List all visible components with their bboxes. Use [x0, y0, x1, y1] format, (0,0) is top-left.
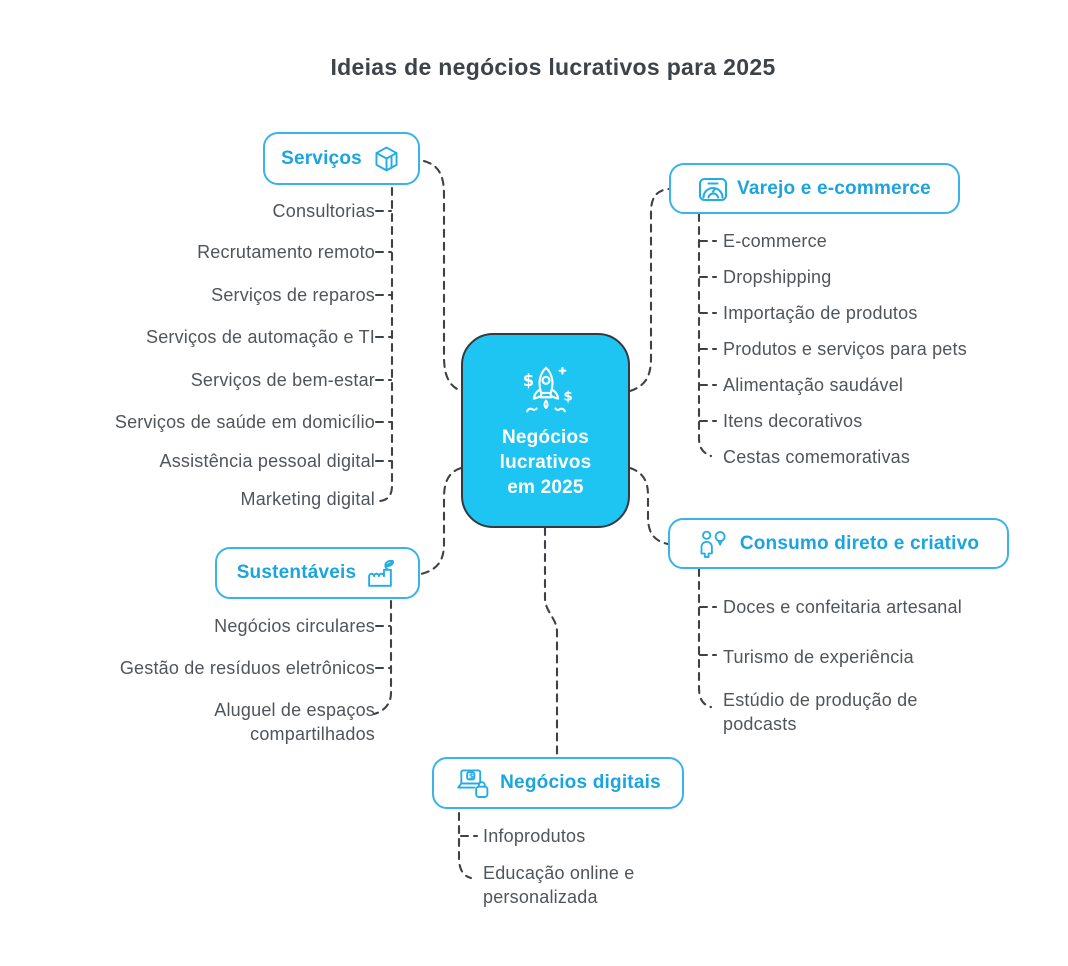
svg-text:$: $ — [469, 770, 475, 780]
branch-item: Gestão de resíduos eletrônicos — [119, 658, 375, 678]
branch-item: Educação online e personalizada — [483, 863, 635, 907]
branch-item: Consultorias — [272, 201, 375, 221]
branch-item: Serviços de saúde em domicílio — [114, 412, 375, 432]
branch-node-digitais — [432, 757, 684, 809]
branch-label: Sustentáveis — [236, 562, 357, 583]
branch-item: Recrutamento remoto — [197, 242, 375, 262]
cube-icon — [371, 143, 402, 174]
svg-text:$: $ — [522, 371, 534, 391]
branch-label: Negócios digitais — [500, 772, 661, 793]
branch-label: Varejo e e-commerce — [737, 177, 931, 199]
branch-item: Doces e confeitaria artesanal — [723, 597, 962, 617]
central-node — [461, 333, 630, 528]
branch-node-consumo — [668, 518, 1009, 569]
branch-item: Infoprodutos — [483, 826, 586, 846]
shopping-bag-icon — [698, 175, 728, 203]
branch-item: Turismo de experiência — [723, 647, 914, 667]
branch-item: Serviços de automação e TI — [146, 327, 375, 347]
branch-item: Assistência pessoal digital — [159, 451, 375, 471]
central-node-label: Negócios lucrativos em 2025 — [499, 426, 592, 499]
branch-item: Cestas comemorativas — [723, 447, 911, 467]
page-title: Ideias de negócios lucrativos para 2025 — [330, 54, 776, 80]
branch-item: Produtos e serviços para pets — [723, 339, 967, 359]
rocket-dollar-icon — [515, 361, 577, 419]
branch-item: Dropshipping — [723, 267, 832, 287]
branch-node-sustentaveis — [215, 547, 420, 599]
branch-label: Serviços — [281, 147, 362, 169]
branch-item: Aluguel de espaços compartilhados — [214, 700, 375, 744]
branch-item: E-commerce — [723, 231, 828, 251]
branch-item: Negócios circulares — [214, 616, 375, 636]
branch-label: Consumo direto e criativo — [739, 532, 980, 554]
branch-node-varejo — [669, 163, 960, 214]
branch-item: Serviços de bem-estar — [190, 370, 375, 390]
branch-node-servicos — [263, 132, 420, 185]
svg-text:$: $ — [562, 388, 573, 405]
branch-item: Itens decorativos — [723, 411, 863, 431]
branch-item: Estúdio de produção de podcasts — [723, 690, 918, 734]
factory-leaf-icon — [365, 557, 398, 589]
branch-item: Alimentação saudável — [723, 375, 904, 395]
branch-item: Marketing digital — [240, 489, 375, 509]
laptop-commerce-icon — [455, 767, 491, 800]
branch-item: Serviços de reparos — [211, 285, 375, 305]
person-idea-icon — [698, 528, 731, 559]
branch-item: Importação de produtos — [723, 303, 918, 323]
